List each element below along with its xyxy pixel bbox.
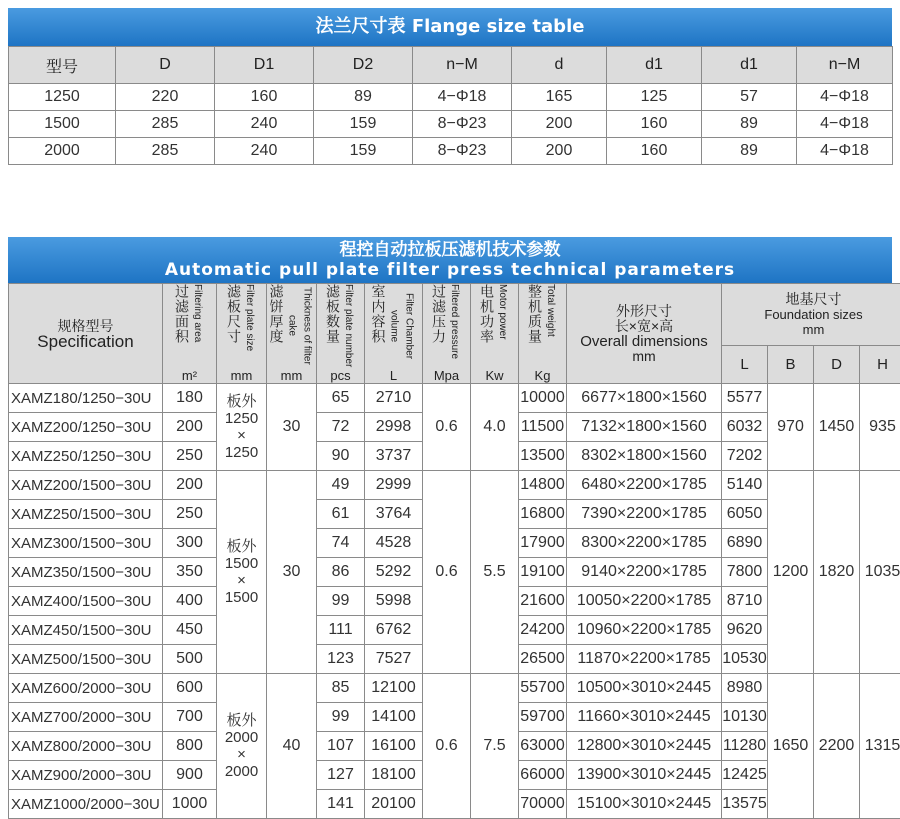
plate-number-cell: 123 xyxy=(317,645,365,674)
foundation-D-cell: 1820 xyxy=(814,471,860,674)
table-cell: 89 xyxy=(314,84,413,111)
chamber-volume-cell: 12100 xyxy=(365,674,423,703)
model-cell: XAMZ500/1500−30U xyxy=(9,645,163,674)
chamber-volume-cell: 18100 xyxy=(365,761,423,790)
table-cell: 240 xyxy=(215,111,314,138)
area-cell: 200 xyxy=(163,471,217,500)
weight-cell: 11500 xyxy=(519,413,567,442)
foundation-L-cell: 7800 xyxy=(722,558,768,587)
flange-header-cell: D xyxy=(116,47,215,84)
model-cell: XAMZ350/1500−30U xyxy=(9,558,163,587)
model-cell: XAMZ700/2000−30U xyxy=(9,703,163,732)
table-cell: 2000 xyxy=(9,138,116,165)
foundation-B-cell: 1200 xyxy=(768,471,814,674)
plate-size-cell xyxy=(217,471,267,674)
chamber-volume-cell: 6762 xyxy=(365,616,423,645)
foundation-L-cell: 12425 xyxy=(722,761,768,790)
table-cell: 8−Φ23 xyxy=(413,111,512,138)
model-cell: XAMZ1000/2000−30U xyxy=(9,790,163,819)
plate-number-cell: 99 xyxy=(317,587,365,616)
table-cell: 57 xyxy=(702,84,797,111)
header-cake-thickness: 滤饼厚度 Thickness of filter cake mm xyxy=(267,284,317,384)
model-cell: XAMZ300/1500−30U xyxy=(9,529,163,558)
plate-number-cell: 127 xyxy=(317,761,365,790)
plate-number-cell: 74 xyxy=(317,529,365,558)
plate-number-cell: 85 xyxy=(317,674,365,703)
dimensions-cell: 7132×1800×1560 xyxy=(567,413,722,442)
table-row xyxy=(9,471,900,500)
plate-number-cell: 90 xyxy=(317,442,365,471)
plate-size-line: 板外 xyxy=(217,712,266,729)
chamber-volume-cell: 2710 xyxy=(365,384,423,413)
foundation-L-cell: 10530 xyxy=(722,645,768,674)
plate-number-cell: 99 xyxy=(317,703,365,732)
flange-header-cell: d1 xyxy=(702,47,797,84)
model-cell: XAMZ250/1500−30U xyxy=(9,500,163,529)
foundation-L-cell: 5140 xyxy=(722,471,768,500)
weight-cell: 10000 xyxy=(519,384,567,413)
flange-header-cell: d xyxy=(512,47,607,84)
dimensions-cell: 12800×3010×2445 xyxy=(567,732,722,761)
flange-header-cell: n−M xyxy=(797,47,893,84)
chamber-volume-cell: 14100 xyxy=(365,703,423,732)
weight-cell: 16800 xyxy=(519,500,567,529)
flange-size-table xyxy=(8,46,893,165)
weight-cell: 26500 xyxy=(519,645,567,674)
chamber-volume-cell: 2999 xyxy=(365,471,423,500)
dimensions-cell: 13900×3010×2445 xyxy=(567,761,722,790)
flange-header-row xyxy=(9,47,893,84)
plate-size-line: 板外 xyxy=(217,538,266,555)
header-motor-power: 电机功率 Motor power Kw xyxy=(471,284,519,384)
foundation-L-cell: 11280 xyxy=(722,732,768,761)
area-cell: 700 xyxy=(163,703,217,732)
weight-cell: 66000 xyxy=(519,761,567,790)
params-title-en: Automatic pull plate filter press technical parameters xyxy=(8,260,892,280)
model-cell: XAMZ900/2000−30U xyxy=(9,761,163,790)
header-total-weight: 整机质量 Total weight Kg xyxy=(519,284,567,384)
header-foundation-B: B xyxy=(768,346,814,384)
header-foundation-D: D xyxy=(814,346,860,384)
plate-size-cell xyxy=(217,674,267,819)
plate-size-line: 1250 xyxy=(217,410,266,427)
plate-number-cell: 86 xyxy=(317,558,365,587)
params-title-cn: 程控自动拉板压滤机技术参数 xyxy=(8,240,892,260)
header-chamber-volume: 室内容积 Filter Chamber volume L xyxy=(365,284,423,384)
header-foundation-L: L xyxy=(722,346,768,384)
dimensions-cell: 11660×3010×2445 xyxy=(567,703,722,732)
table-row xyxy=(9,384,900,413)
dimensions-cell: 9140×2200×1785 xyxy=(567,558,722,587)
weight-cell: 55700 xyxy=(519,674,567,703)
foundation-B-cell: 970 xyxy=(768,384,814,471)
chamber-volume-cell: 20100 xyxy=(365,790,423,819)
flange-header-cell: n−M xyxy=(413,47,512,84)
plate-size-line: 板外 xyxy=(217,393,266,410)
plate-number-cell: 61 xyxy=(317,500,365,529)
model-cell: XAMZ450/1500−30U xyxy=(9,616,163,645)
flange-header-cell: D2 xyxy=(314,47,413,84)
model-cell: XAMZ200/1500−30U xyxy=(9,471,163,500)
plate-size-line: 1500 xyxy=(217,589,266,606)
weight-cell: 17900 xyxy=(519,529,567,558)
table-cell: 200 xyxy=(512,138,607,165)
weight-cell: 70000 xyxy=(519,790,567,819)
area-cell: 900 xyxy=(163,761,217,790)
weight-cell: 19100 xyxy=(519,558,567,587)
header-foundation-H: H xyxy=(860,346,900,384)
foundation-L-cell: 5577 xyxy=(722,384,768,413)
table-cell: 200 xyxy=(512,111,607,138)
table-cell: 165 xyxy=(512,84,607,111)
table-cell: 285 xyxy=(116,111,215,138)
flange-table-title: 法兰尺寸表 Flange size table xyxy=(8,8,892,46)
power-cell: 4.0 xyxy=(471,384,519,471)
weight-cell: 63000 xyxy=(519,732,567,761)
model-cell: XAMZ180/1250−30U xyxy=(9,384,163,413)
plate-size-cell xyxy=(217,384,267,471)
flange-header-cell: d1 xyxy=(607,47,702,84)
model-cell: XAMZ400/1500−30U xyxy=(9,587,163,616)
header-plate-size: 滤板尺寸 Filter plate size mm xyxy=(217,284,267,384)
chamber-volume-cell: 2998 xyxy=(365,413,423,442)
area-cell: 400 xyxy=(163,587,217,616)
plate-number-cell: 141 xyxy=(317,790,365,819)
weight-cell: 14800 xyxy=(519,471,567,500)
table-cell: 1500 xyxy=(9,111,116,138)
cake-thickness-cell: 30 xyxy=(267,471,317,674)
table-cell: 240 xyxy=(215,138,314,165)
foundation-L-cell: 6050 xyxy=(722,500,768,529)
header-specification: 规格型号 Specification xyxy=(9,284,163,384)
dimensions-cell: 8300×2200×1785 xyxy=(567,529,722,558)
table-row xyxy=(9,138,893,165)
plate-number-cell: 107 xyxy=(317,732,365,761)
area-cell: 250 xyxy=(163,442,217,471)
weight-cell: 59700 xyxy=(519,703,567,732)
plate-size-line: × xyxy=(217,427,266,444)
dimensions-cell: 7390×2200×1785 xyxy=(567,500,722,529)
dimensions-cell: 10500×3010×2445 xyxy=(567,674,722,703)
plate-number-cell: 111 xyxy=(317,616,365,645)
params-table-title xyxy=(8,237,892,283)
header-filter-pressure: 过滤压力 Filtered pressure Mpa xyxy=(423,284,471,384)
header-foundation-sizes: 地基尺寸 Foundation sizes mm xyxy=(722,284,900,346)
chamber-volume-cell: 5998 xyxy=(365,587,423,616)
foundation-B-cell: 1650 xyxy=(768,674,814,819)
foundation-L-cell: 8710 xyxy=(722,587,768,616)
plate-size-line: × xyxy=(217,746,266,763)
table-cell: 159 xyxy=(314,111,413,138)
table-row xyxy=(9,84,893,111)
area-cell: 350 xyxy=(163,558,217,587)
dimensions-cell: 8302×1800×1560 xyxy=(567,442,722,471)
model-cell: XAMZ200/1250−30U xyxy=(9,413,163,442)
area-cell: 600 xyxy=(163,674,217,703)
model-cell: XAMZ800/2000−30U xyxy=(9,732,163,761)
table-cell: 285 xyxy=(116,138,215,165)
chamber-volume-cell: 4528 xyxy=(365,529,423,558)
plate-size-line: 2000 xyxy=(217,729,266,746)
dimensions-cell: 6480×2200×1785 xyxy=(567,471,722,500)
plate-number-cell: 49 xyxy=(317,471,365,500)
header-overall-dimensions: 外形尺寸 长×宽×高 Overall dimensions mm xyxy=(567,284,722,384)
area-cell: 450 xyxy=(163,616,217,645)
table-cell: 4−Φ18 xyxy=(797,84,893,111)
foundation-H-cell: 1315 xyxy=(860,674,900,819)
model-cell: XAMZ600/2000−30U xyxy=(9,674,163,703)
foundation-L-cell: 8980 xyxy=(722,674,768,703)
weight-cell: 21600 xyxy=(519,587,567,616)
header-filtering-area: 过滤面积 Filtering area m² xyxy=(163,284,217,384)
chamber-volume-cell: 3764 xyxy=(365,500,423,529)
foundation-L-cell: 7202 xyxy=(722,442,768,471)
power-cell: 5.5 xyxy=(471,471,519,674)
dimensions-cell: 11870×2200×1785 xyxy=(567,645,722,674)
area-cell: 200 xyxy=(163,413,217,442)
plate-number-cell: 65 xyxy=(317,384,365,413)
table-cell: 89 xyxy=(702,138,797,165)
model-cell: XAMZ250/1250−30U xyxy=(9,442,163,471)
table-cell: 8−Φ23 xyxy=(413,138,512,165)
plate-size-line: 1500 xyxy=(217,555,266,572)
table-cell: 220 xyxy=(116,84,215,111)
weight-cell: 24200 xyxy=(519,616,567,645)
table-cell: 1250 xyxy=(9,84,116,111)
cake-thickness-cell: 40 xyxy=(267,674,317,819)
weight-cell: 13500 xyxy=(519,442,567,471)
area-cell: 800 xyxy=(163,732,217,761)
dimensions-cell: 10960×2200×1785 xyxy=(567,616,722,645)
technical-parameters-table xyxy=(8,283,900,819)
foundation-D-cell: 1450 xyxy=(814,384,860,471)
dimensions-cell: 6677×1800×1560 xyxy=(567,384,722,413)
foundation-H-cell: 935 xyxy=(860,384,900,471)
table-cell: 4−Φ18 xyxy=(797,111,893,138)
pressure-cell: 0.6 xyxy=(423,674,471,819)
power-cell: 7.5 xyxy=(471,674,519,819)
table-cell: 159 xyxy=(314,138,413,165)
chamber-volume-cell: 3737 xyxy=(365,442,423,471)
flange-header-cell: D1 xyxy=(215,47,314,84)
table-cell: 125 xyxy=(607,84,702,111)
foundation-L-cell: 9620 xyxy=(722,616,768,645)
table-cell: 160 xyxy=(607,111,702,138)
dimensions-cell: 10050×2200×1785 xyxy=(567,587,722,616)
area-cell: 300 xyxy=(163,529,217,558)
area-cell: 500 xyxy=(163,645,217,674)
chamber-volume-cell: 7527 xyxy=(365,645,423,674)
foundation-L-cell: 10130 xyxy=(722,703,768,732)
plate-size-line: 1250 xyxy=(217,444,266,461)
foundation-L-cell: 13575 xyxy=(722,790,768,819)
cake-thickness-cell: 30 xyxy=(267,384,317,471)
area-cell: 1000 xyxy=(163,790,217,819)
header-plate-number: 滤板数量 Filter plate number pcs xyxy=(317,284,365,384)
chamber-volume-cell: 16100 xyxy=(365,732,423,761)
table-row xyxy=(9,674,900,703)
table-cell: 4−Φ18 xyxy=(797,138,893,165)
pressure-cell: 0.6 xyxy=(423,471,471,674)
plate-size-line: 2000 xyxy=(217,763,266,780)
table-cell: 160 xyxy=(215,84,314,111)
table-cell: 160 xyxy=(607,138,702,165)
area-cell: 180 xyxy=(163,384,217,413)
flange-header-cell: 型号 xyxy=(9,47,116,84)
foundation-H-cell: 1035 xyxy=(860,471,900,674)
foundation-L-cell: 6890 xyxy=(722,529,768,558)
chamber-volume-cell: 5292 xyxy=(365,558,423,587)
plate-size-line: × xyxy=(217,572,266,589)
dimensions-cell: 15100×3010×2445 xyxy=(567,790,722,819)
foundation-L-cell: 6032 xyxy=(722,413,768,442)
pressure-cell: 0.6 xyxy=(423,384,471,471)
area-cell: 250 xyxy=(163,500,217,529)
table-cell: 4−Φ18 xyxy=(413,84,512,111)
foundation-D-cell: 2200 xyxy=(814,674,860,819)
table-row xyxy=(9,111,893,138)
plate-number-cell: 72 xyxy=(317,413,365,442)
table-cell: 89 xyxy=(702,111,797,138)
